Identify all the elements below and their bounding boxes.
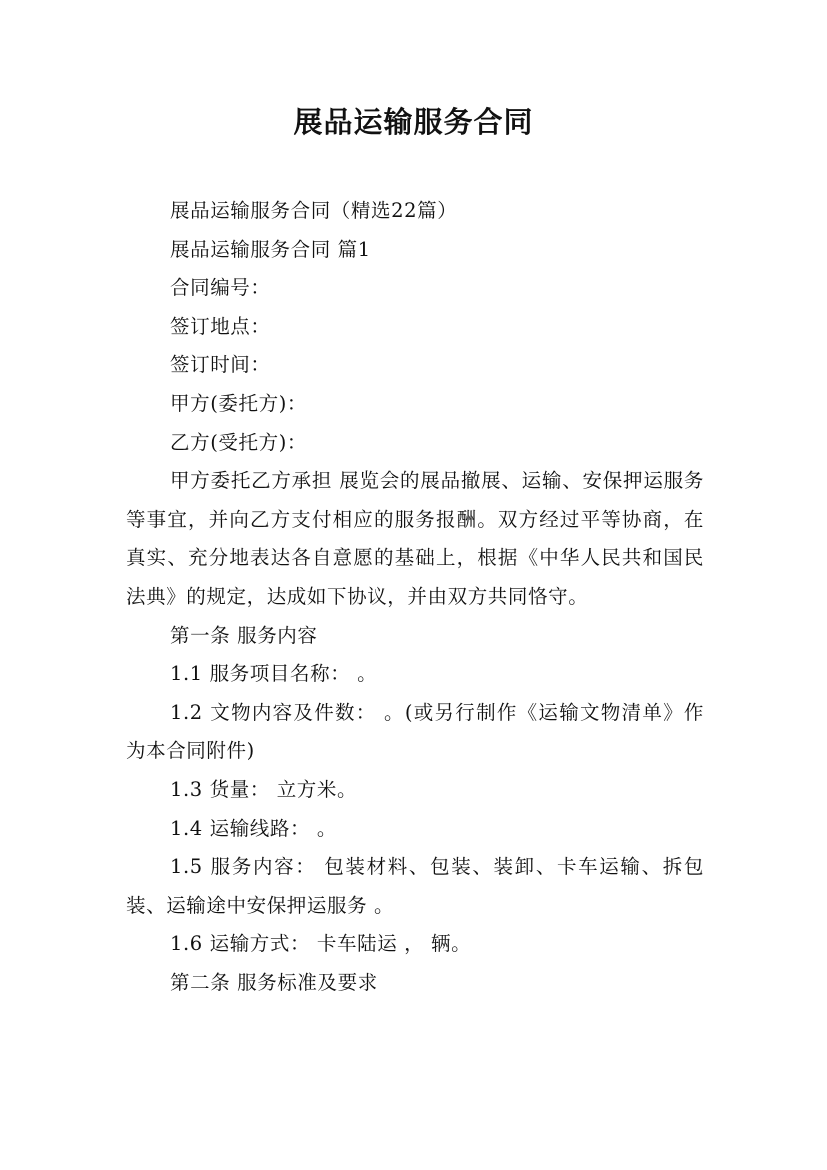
article-2-heading: 第二条 服务标准及要求: [170, 970, 378, 994]
article-1-heading: 第一条 服务内容: [170, 623, 318, 647]
party-b-field: 乙方(受托方)：: [170, 430, 308, 454]
clause-1-6: 1.6 运输方式： 卡车陆运 ， 辆。: [170, 932, 472, 956]
sign-time-field: 签订时间：: [170, 353, 271, 377]
document-subtitle: 展品运输服务合同（精选22篇）: [170, 199, 458, 222]
clause-1-2: 1.2 文物内容及件数： 。(或另行制作《运输文物清单》作为本合同附件): [126, 700, 704, 763]
party-a-field: 甲方(委托方)：: [170, 391, 308, 415]
contract-number-field: 合同编号：: [170, 276, 271, 300]
document-body: [126, 192, 704, 1002]
document-title: 展品运输服务合同: [293, 105, 534, 139]
clause-1-4: 1.4 运输线路： 。: [170, 816, 338, 840]
clause-1-5: 1.5 服务内容： 包装材料、包装、装卸、卡车运输、拆包装、运输途中安保押运服务 。: [126, 855, 704, 917]
clause-1-3: 1.3 货量： 立方米。: [170, 777, 358, 801]
sign-place-field: 签订地点：: [170, 314, 271, 338]
part-heading: 展品运输服务合同 篇1: [170, 237, 371, 261]
intro-paragraph: 甲方委托乙方承担 展览会的展品撤展、运输、安保押运服务等事宜，并向乙方支付相应的服务报酬。双方经过平等协商，在真实、充分地表达各自意愿的基础上，根据《中华人民共和国民法典》的规定，达成如下协议，并由双方共同恪守。: [126, 469, 704, 608]
clause-1-1: 1.1 服务项目名称： 。: [170, 662, 378, 686]
